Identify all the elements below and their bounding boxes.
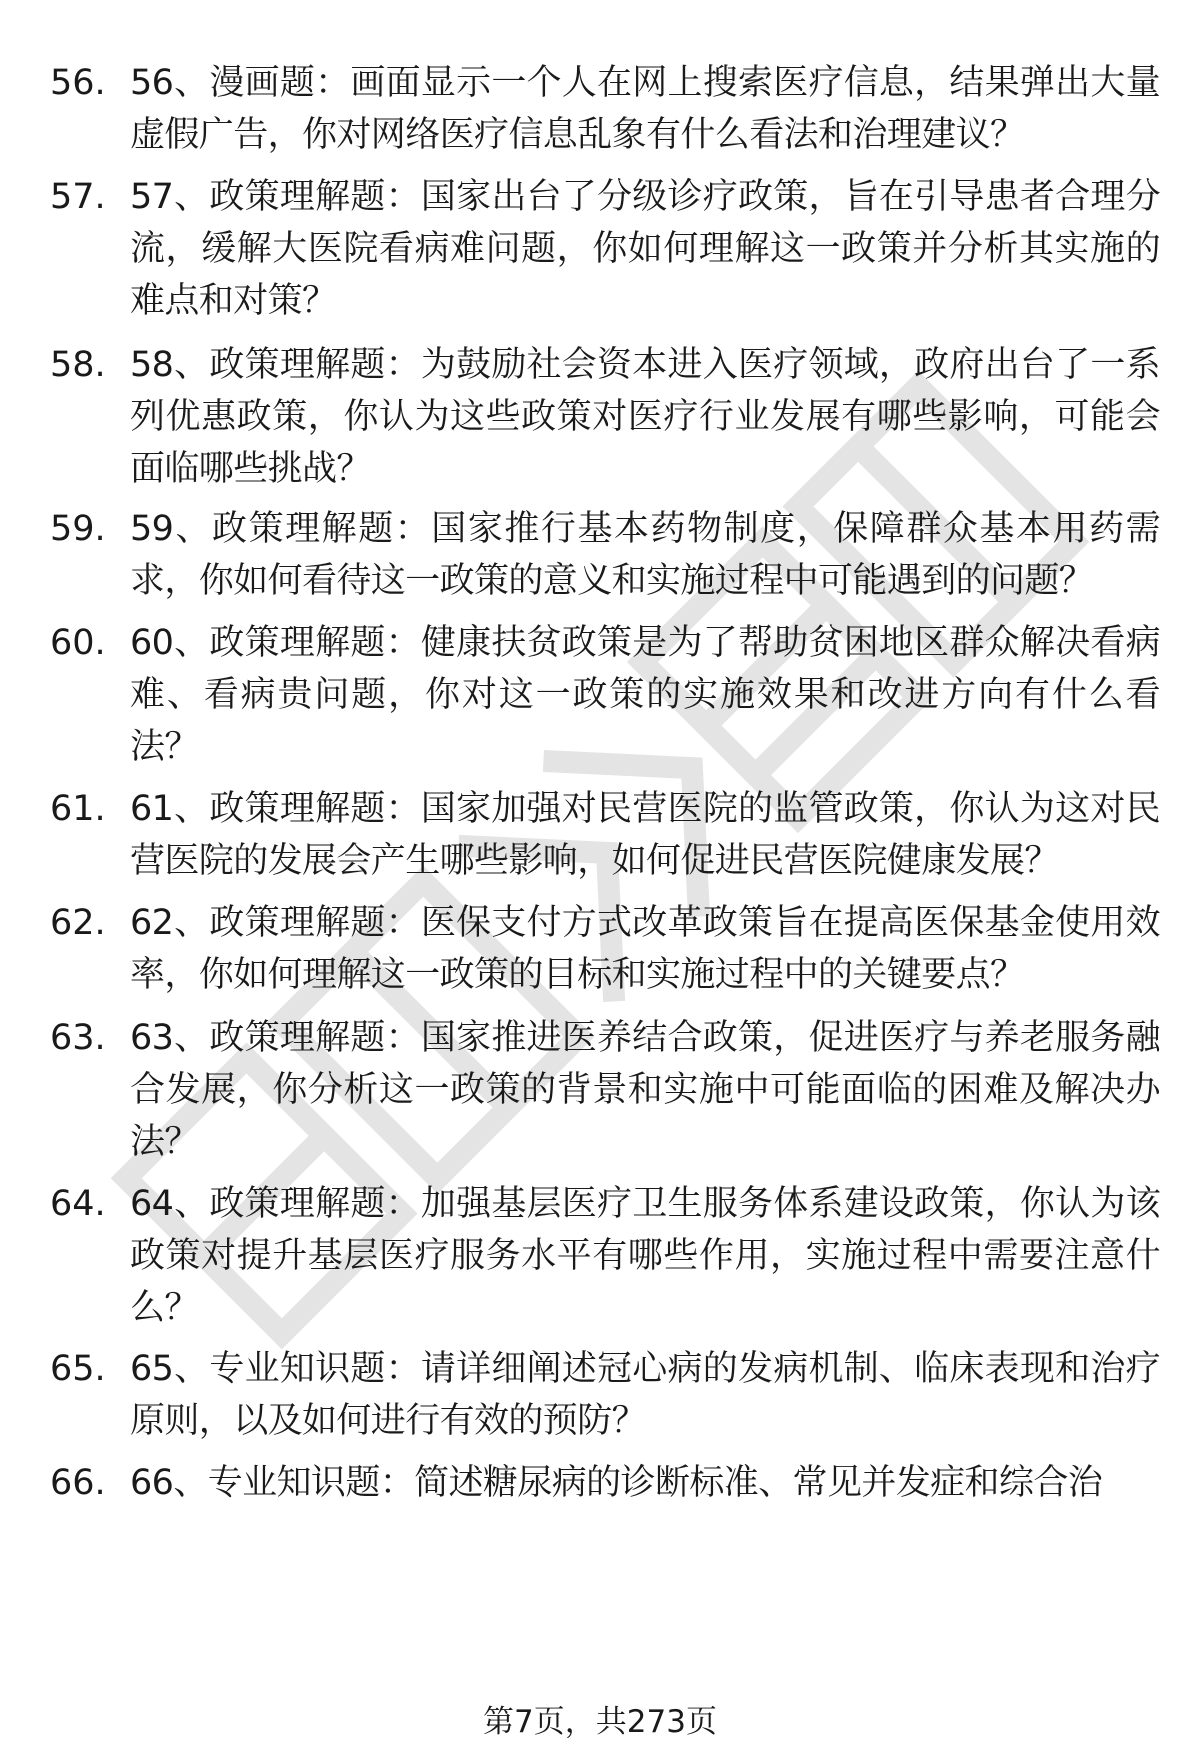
page-indicator: 第7页，共273页	[483, 1704, 717, 1740]
question-text: 65、专业知识题：请详细阐述冠心病的发病机制、临床表现和治疗原则，以及如何进行有效的预防？	[130, 1349, 1160, 1441]
question-item	[50, 1178, 1160, 1334]
question-number: 56.	[50, 63, 106, 103]
question-item	[50, 1012, 1160, 1168]
question-number: 61.	[50, 789, 106, 829]
question-text: 66、专业知识题：简述糖尿病的诊断标准、常见并发症和综合治	[130, 1463, 1103, 1503]
question-number: 63.	[50, 1018, 106, 1058]
question-text: 61、政策理解题：国家加强对民营医院的监管政策，你认为这对民营医院的发展会产生哪些影响，如何促进民营医院健康发展？	[130, 789, 1160, 881]
question-item	[50, 897, 1160, 1001]
question-text: 57、政策理解题：国家出台了分级诊疗政策，旨在引导患者合理分流，缓解大医院看病难问题，你如何理解这一政策并分析其实施的难点和对策？	[130, 177, 1160, 321]
question-item	[50, 1457, 1160, 1509]
question-item	[50, 617, 1160, 773]
question-number: 65.	[50, 1349, 106, 1389]
question-number: 64.	[50, 1184, 106, 1224]
question-number: 62.	[50, 903, 106, 943]
question-number: 66.	[50, 1463, 106, 1503]
question-item	[50, 503, 1160, 607]
question-item	[50, 1343, 1160, 1447]
question-item	[50, 339, 1160, 495]
question-text: 60、政策理解题：健康扶贫政策是为了帮助贫困地区群众解决看病难、看病贵问题，你对这一政策的实施效果和改进方向有什么看法？	[130, 623, 1160, 767]
question-item	[50, 57, 1160, 161]
question-text: 58、政策理解题：为鼓励社会资本进入医疗领域，政府出台了一系列优惠政策，你认为这些政策对医疗行业发展有哪些影响，可能会面临哪些挑战？	[130, 345, 1160, 489]
question-number: 58.	[50, 345, 106, 385]
question-text: 63、政策理解题：国家推进医养结合政策，促进医疗与养老服务融合发展，你分析这一政策的背景和实施中可能面临的困难及解决办法？	[130, 1018, 1160, 1162]
question-number: 57.	[50, 177, 106, 217]
question-number: 60.	[50, 623, 106, 663]
question-number: 59.	[50, 509, 106, 549]
question-item	[50, 783, 1160, 887]
question-text: 64、政策理解题：加强基层医疗卫生服务体系建设政策，你认为该政策对提升基层医疗服务水平有哪些作用，实施过程中需要注意什么？	[130, 1184, 1160, 1328]
question-text: 59、政策理解题：国家推行基本药物制度，保障群众基本用药需求，你如何看待这一政策的意义和实施过程中可能遇到的问题？	[130, 509, 1160, 601]
question-text: 56、漫画题：画面显示一个人在网上搜索医疗信息，结果弹出大量虚假广告，你对网络医疗信息乱象有什么看法和治理建议？	[130, 63, 1160, 155]
question-text: 62、政策理解题：医保支付方式改革政策旨在提高医保基金使用效率，你如何理解这一政策的目标和实施过程中的关键要点？	[130, 903, 1160, 995]
question-item	[50, 171, 1160, 327]
